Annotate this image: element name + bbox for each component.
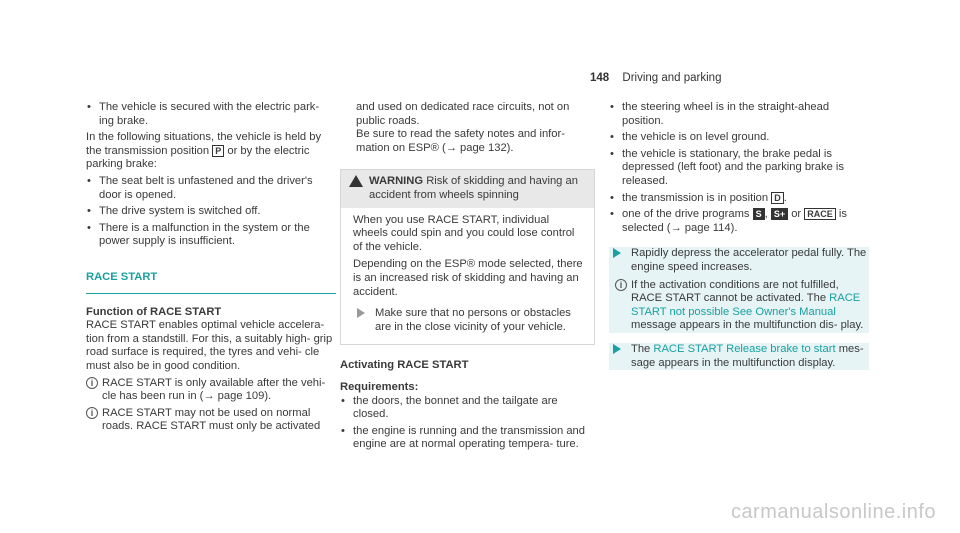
warning-box — [340, 169, 595, 345]
list-item: • the transmission is in position D . — [609, 192, 869, 206]
continued-text: and used on dedicated race circuits, not on public roads. — [356, 101, 570, 127]
note: i RACE START is only available after the vehi- cle has been run in (→ page 109). — [86, 377, 336, 404]
column-1 — [86, 101, 336, 434]
column-2 — [330, 101, 595, 452]
arrow-icon — [357, 308, 365, 318]
transmission-p-icon: P — [212, 145, 224, 157]
activating-title: Activating RACE START — [340, 359, 469, 372]
list-item: • The seat belt is unfastened and the driver's door is opened. — [86, 175, 336, 202]
list-item: • the vehicle is stationary, the brake pedal is depressed (left foot) and the parking brake is released. — [609, 148, 869, 189]
drive-program-splus-icon: S+ — [771, 208, 788, 220]
note: i If the activation conditions are not fulfilled, RACE START cannot be activated. The RACE START not possible See Owner's Manual message appears in the multifunction dis- play. — [615, 279, 869, 333]
display-message: RACE START not possible See Owner's Manual — [631, 292, 861, 318]
warning-action: Make sure that no persons or obstacles are in the close vicinity of your vehicle. — [353, 307, 584, 334]
watermark: carmanualsonline.info — [730, 501, 936, 523]
info-icon: i — [86, 377, 98, 389]
action-step: The RACE START Release brake to start mes- sage appears in the multifunction display. — [609, 343, 869, 370]
page-number: 148 — [590, 72, 610, 84]
requirements-title: Requirements: — [340, 380, 419, 393]
list-item: • the steering wheel is in the straight-ahead position. — [609, 101, 869, 128]
info-icon: i — [86, 407, 98, 419]
warning-header: WARNING Risk of skidding and having an accident from wheels spinning — [341, 170, 594, 207]
drive-program-race-icon: RACE — [804, 208, 836, 220]
warning-body: When you use RACE START, individual wheels could spin and you could lose control of the vehicle. Depending on the ESP® mode selected, there is an increased risk of skidding and having an accident. Make sure that no persons or obstacles are in the close vicinity of your vehicle. — [353, 213, 583, 333]
page-header — [590, 72, 721, 86]
list-item: • The vehicle is secured with the electric park- ing brake. — [86, 101, 336, 128]
arrow-icon — [613, 248, 621, 258]
column-3 — [609, 101, 869, 370]
list-item: • The drive system is switched off. — [86, 205, 336, 219]
list-item: • the vehicle is on level ground. — [609, 131, 869, 145]
info-icon: i — [615, 279, 627, 291]
list-item: • the engine is running and the transmission and engine are at normal operating tempera- ture. — [340, 425, 595, 452]
section-title: RACE START — [86, 271, 336, 294]
section-name: Driving and parking — [622, 72, 722, 84]
note: i RACE START may not be used on normal roads. RACE START must only be activated — [86, 407, 336, 434]
list-item: • There is a malfunction in the system or the power supply is insufficient. — [86, 222, 336, 249]
drive-program-s-icon: S — [753, 208, 765, 220]
display-message: RACE START Release brake to start — [653, 342, 836, 355]
function-title: Function of RACE START — [86, 305, 222, 318]
intro-text: In the following situations, the vehicle is held by the transmission position P or by the electric parking brake: — [86, 131, 322, 171]
safety-note-ref: Be sure to read the safety notes and infor- mation on ESP® (→ page 132). — [356, 128, 565, 154]
list-item: • one of the drive programs S , S+ or RACE is selected (→ page 114). — [609, 208, 869, 235]
warning-icon — [349, 175, 363, 187]
list-item: • the doors, the bonnet and the tailgate are closed. — [340, 395, 595, 422]
function-text: RACE START enables optimal vehicle accelera- tion from a standstill. For this, a suitably high- grip road surface is required, the tyres and vehi- cle must also be in good condition. — [86, 319, 333, 372]
arrow-icon — [613, 344, 621, 354]
action-step: Rapidly depress the accelerator pedal fully. The engine speed increases. i If the activation conditions are not fulfilled, RACE START cannot be activated. The RACE START not possible See Owner's Manual message appears in the multifunction dis- play. — [609, 247, 869, 333]
transmission-d-icon: D — [771, 192, 784, 204]
